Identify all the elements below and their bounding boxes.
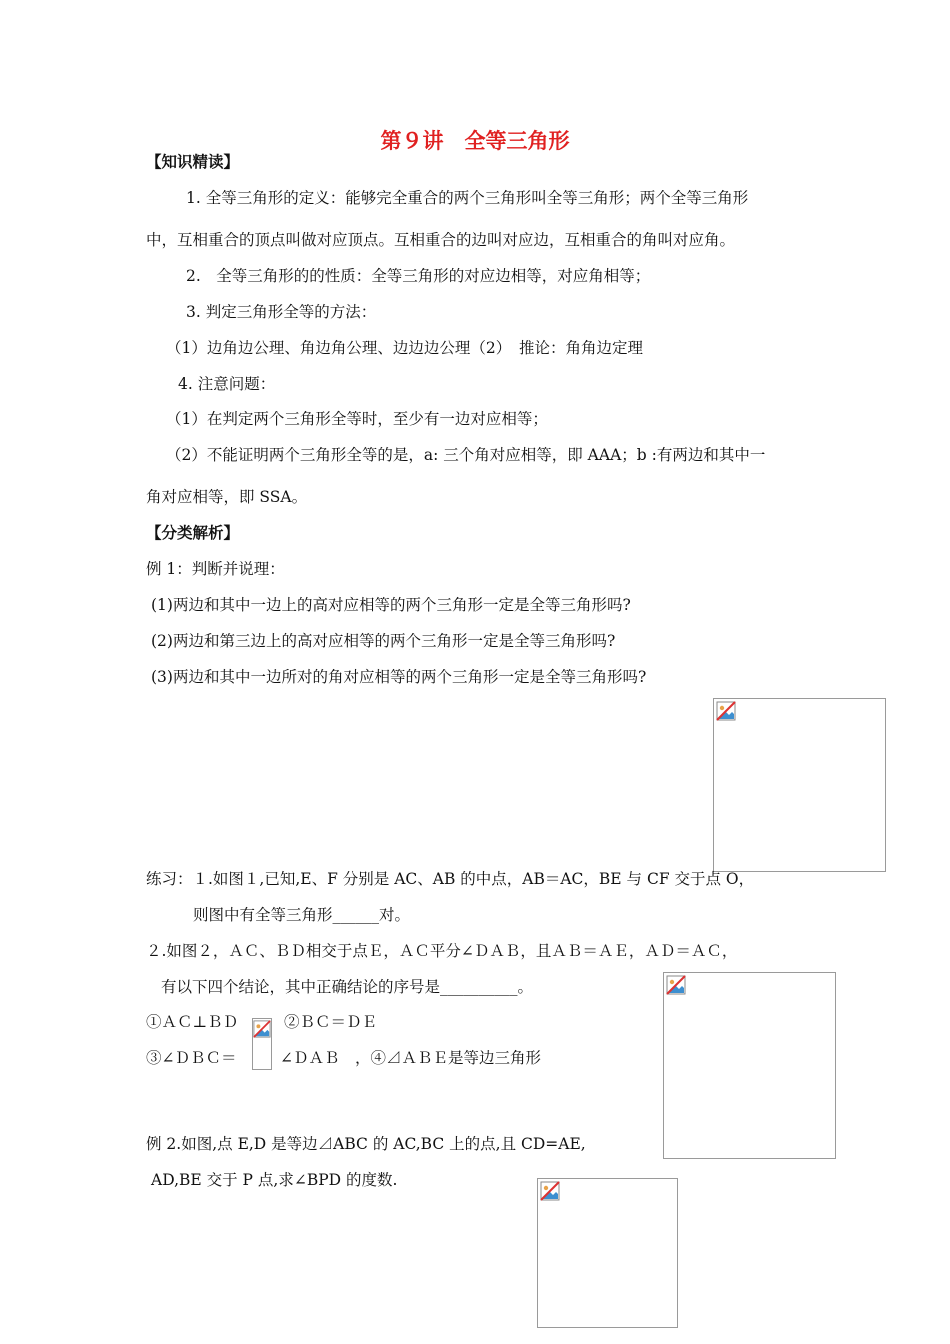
knowledge-line: 2. 全等三角形的的性质：全等三角形的对应边相等，对应角相等；: [186, 267, 651, 285]
example2-line: 例 2.如图,点 E,D 是等边⊿ABC 的 AC,BC 上的点,且 CD=AE,: [146, 1135, 586, 1153]
figure-image-example2: [537, 1178, 678, 1328]
broken-image-icon: [716, 701, 736, 721]
practice-line: 则图中有全等三角形______对。: [193, 906, 411, 924]
example1-item: (2)两边和第三边上的高对应相等的两个三角形一定是全等三角形吗?: [151, 632, 616, 650]
practice-q2-line: 有以下四个结论，其中正确结论的序号是__________。: [161, 978, 534, 996]
broken-image-icon: [666, 975, 686, 995]
knowledge-line: 3. 判定三角形全等的方法：: [186, 303, 377, 321]
practice-q2-line: ２.如图２，ＡＣ、ＢＤ相交于点Ｅ，ＡＣ平分∠ＤＡＢ，且ＡＢ＝ＡＥ，ＡＤ＝ＡＣ，: [146, 942, 738, 960]
knowledge-line: 中，互相重合的顶点叫做对应顶点。互相重合的边叫对应边，互相重合的角叫对应角。: [146, 231, 736, 249]
example2-line: AD,BE 交于 P 点,求∠BPD 的度数.: [151, 1171, 398, 1189]
page-title: 第９讲 全等三角形: [380, 129, 570, 153]
section-heading-analysis: 【分类解析】: [146, 524, 240, 542]
inline-image: [252, 1018, 272, 1070]
conclusion-3-4: ∠ＤＡＢ ，④⊿ＡＢＥ是等边三角形: [280, 1049, 541, 1067]
knowledge-line: 1. 全等三角形的定义：能够完全重合的两个三角形叫全等三角形；两个全等三角形: [186, 189, 749, 207]
knowledge-line: （2）不能证明两个三角形全等的是，a: 三个角对应相等，即 AAA；b :有两边和其中一: [166, 446, 766, 464]
section-heading-knowledge: 【知识精读】: [146, 153, 240, 171]
conclusion-2: ②ＢＣ＝ＤＥ: [284, 1013, 378, 1031]
figure-image-practice2: [663, 972, 836, 1159]
broken-image-icon: [540, 1181, 560, 1201]
example1-item: (3)两边和其中一边所对的角对应相等的两个三角形一定是全等三角形吗?: [151, 668, 647, 686]
example1-intro: 例 1：判断并说理：: [146, 560, 285, 578]
knowledge-line: （1）边角边公理、角边角公理、边边边公理（2） 推论：角角边定理: [166, 339, 643, 357]
knowledge-line: 4. 注意问题：: [178, 375, 276, 393]
practice-line: 练习：１.如图１,已知,E、F 分别是 AC、AB 的中点，AB＝AC，BE 与 CF 交于点 O，: [146, 870, 755, 888]
figure-image-example1: [713, 698, 886, 872]
conclusion-1: ①ＡＣ⊥ＢＤ: [146, 1013, 239, 1031]
example1-item: (1)两边和其中一边上的高对应相等的两个三角形一定是全等三角形吗?: [151, 596, 631, 614]
conclusion-3: ③∠ＤＢＣ＝: [146, 1049, 237, 1067]
knowledge-line: （1）在判定两个三角形全等时，至少有一边对应相等；: [166, 410, 548, 428]
knowledge-line: 角对应相等，即 SSA。: [146, 488, 308, 506]
broken-image-icon: [253, 1020, 271, 1038]
